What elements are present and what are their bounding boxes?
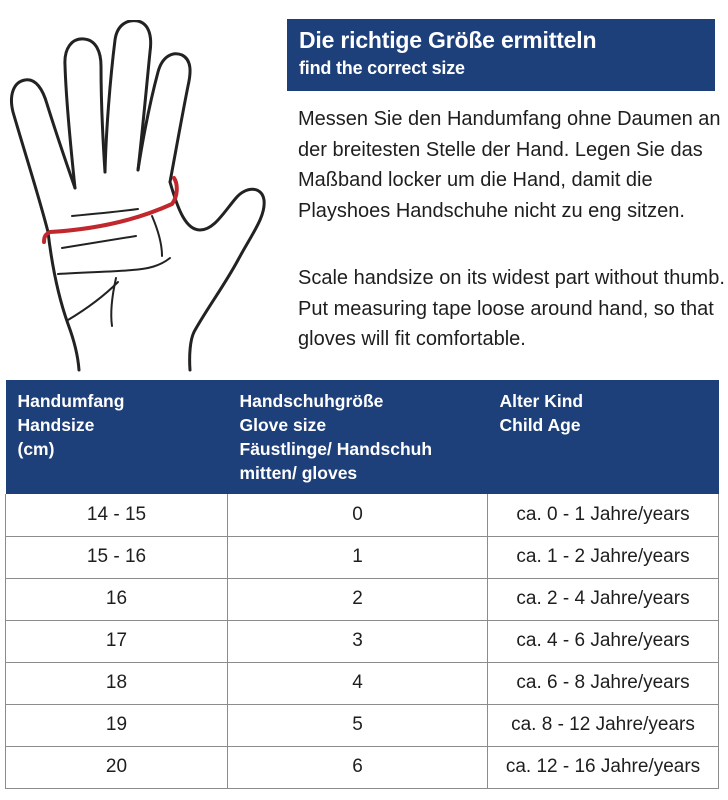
cell-child-age: ca. 4 - 6 Jahre/years	[488, 620, 719, 662]
description-english: Scale handsize on its widest part without thumb. Put measuring tape loose around hand, so that gloves will fit comfortable.	[298, 267, 725, 350]
header-title: Die richtige Größe ermitteln	[299, 27, 597, 53]
cell-glove-size: 6	[228, 746, 488, 788]
cell-glove-size: 4	[228, 662, 488, 704]
table-row	[6, 662, 719, 704]
header-line: Glove size	[239, 415, 327, 435]
cell-handsize: 20	[6, 746, 228, 788]
cell-glove-size: 1	[228, 536, 488, 578]
cell-child-age: ca. 6 - 8 Jahre/years	[488, 662, 719, 704]
header-line: Fäustlinge/ Handschuh	[239, 439, 433, 459]
hand-with-measuring-tape-icon	[0, 20, 270, 380]
cell-child-age: ca. 1 - 2 Jahre/years	[488, 536, 719, 578]
cell-handsize: 14 - 15	[6, 494, 228, 536]
cell-child-age: ca. 8 - 12 Jahre/years	[488, 704, 719, 746]
table-header	[6, 380, 719, 494]
header-line: Handschuhgröße	[239, 391, 384, 411]
header-subtitle: find the correct size	[299, 58, 465, 78]
table-row	[6, 620, 719, 662]
description-german: Messen Sie den Handumfang ohne Daumen an der breitesten Stelle der Hand. Legen Sie das Maßband locker um die Hand, damit die Playshoes Handschuhe nicht zu eng sitzen.	[298, 108, 721, 222]
header-line: mitten/ gloves	[239, 463, 358, 483]
table-row	[6, 536, 719, 578]
size-table	[5, 380, 719, 789]
cell-glove-size: 2	[228, 578, 488, 620]
cell-child-age: ca. 2 - 4 Jahre/years	[488, 578, 719, 620]
header-box	[287, 19, 715, 91]
table-row	[6, 578, 719, 620]
cell-glove-size: 3	[228, 620, 488, 662]
table-row	[6, 494, 719, 536]
header-glove-size	[228, 380, 488, 494]
cell-child-age: ca. 0 - 1 Jahre/years	[488, 494, 719, 536]
header-line: Handsize	[17, 415, 95, 435]
cell-child-age: ca. 12 - 16 Jahre/years	[488, 746, 719, 788]
header-line: (cm)	[17, 439, 55, 459]
cell-handsize: 17	[6, 620, 228, 662]
cell-handsize: 19	[6, 704, 228, 746]
table-row	[6, 746, 719, 788]
cell-glove-size: 0	[228, 494, 488, 536]
header-line: Handumfang	[17, 391, 125, 411]
cell-handsize: 15 - 16	[6, 536, 228, 578]
cell-handsize: 16	[6, 578, 228, 620]
table-row	[6, 704, 719, 746]
header-line: Child Age	[499, 415, 581, 435]
cell-handsize: 18	[6, 662, 228, 704]
header-handsize	[6, 380, 228, 494]
header-line: Alter Kind	[499, 391, 584, 411]
header-child-age	[488, 380, 719, 494]
cell-glove-size: 5	[228, 704, 488, 746]
